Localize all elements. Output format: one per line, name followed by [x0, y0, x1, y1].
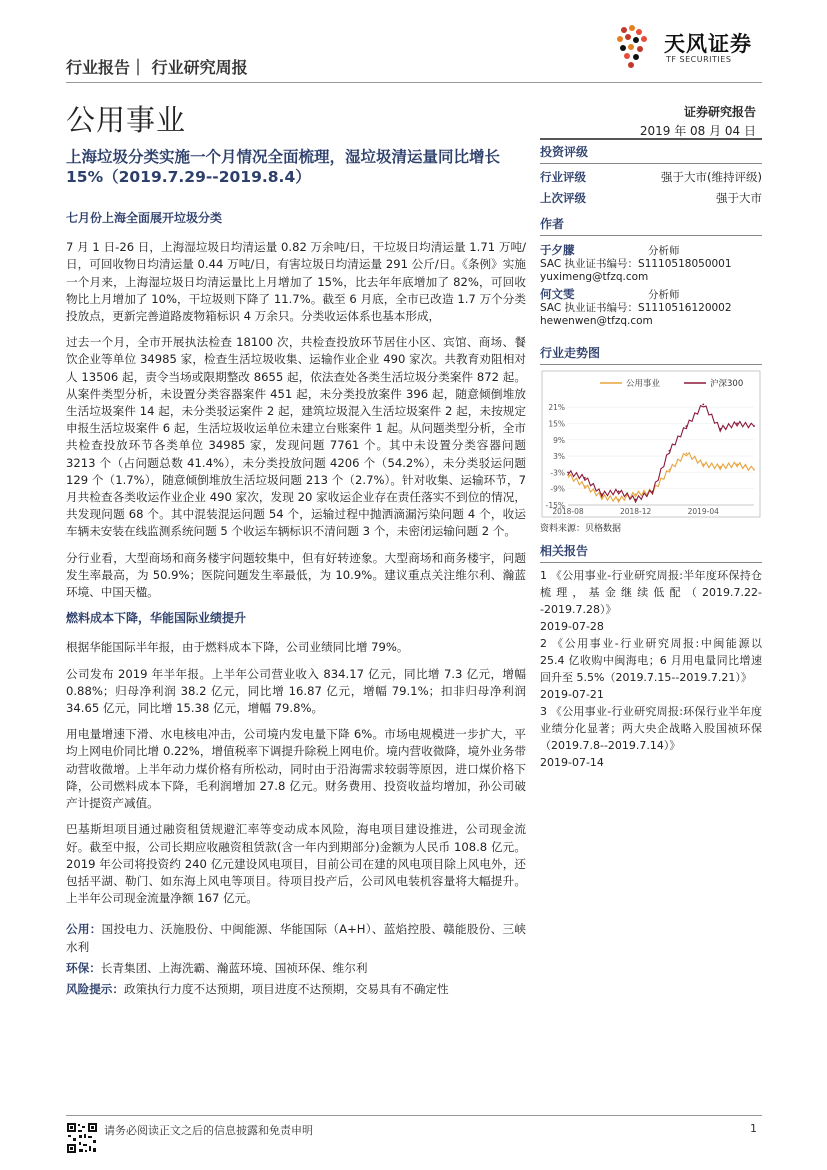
data-point	[719, 428, 721, 430]
related-date: 2019-07-14	[540, 756, 604, 769]
related-date: 2019-07-28	[540, 620, 604, 633]
disclaimer-link[interactable]: 请务必阅读正文之后的信息披露和免责申明	[104, 1124, 313, 1137]
data-point	[601, 493, 603, 495]
data-point	[669, 450, 671, 452]
y-tick-label: 9%	[553, 435, 565, 445]
related-item[interactable]: 3 《公用事业-行业研究周报:环保行业半年度业绩分化显著；两大央企战略入股国祯环保（2019.7.8--2019.7.14）》	[540, 705, 762, 752]
last-rating-label: 上次评级	[540, 191, 586, 205]
y-tick-label: -15%	[545, 501, 565, 510]
related-item[interactable]: 2 《公用事业-行业研究周报:中闽能源以 25.4 亿收购中闽海电；6 月用电量同比增速回升至 5.5%（2019.7.15--2019.7.21）》	[540, 637, 762, 684]
logo-text-cn: 天风证券	[664, 32, 752, 56]
trend-chart	[540, 369, 762, 519]
text: 国投电力、沃施股份、中闽能源、华能国际（A+H）、蓝焰控股、赣能股份、三峡水利	[66, 922, 526, 954]
data-point	[736, 423, 738, 425]
related-list	[540, 567, 762, 771]
trend-box	[540, 344, 762, 534]
paragraph: 用电量增速下滑、水电核电冲击，公司境内发电量下降 6%。市场电规模进一步扩大，平均上网电价同比增 0.22%，增值税率下调提升除税上网电价。境内营收微降，境外业务带动营收微增。上半年动力煤价格有所松动，同时由于沿海需求较弱等原因，进口煤价格下降，公司燃料成本下降，毛利润增加 27.8 亿元。财务费用、投资收益均增加，孙公司破产计提资产减值。	[66, 727, 526, 811]
text: 政策执行力度不达预期，项目进度不达预期，交易具有不确定性	[123, 981, 449, 996]
data-point	[736, 463, 738, 465]
x-tick-label: 2018-12	[619, 507, 652, 516]
x-tick-label: 2019-04	[687, 507, 719, 516]
data-point	[618, 491, 620, 493]
author-email[interactable]: hewenwen@tfzq.com	[540, 315, 653, 327]
author-cert: SAC 执业证书编号：S1110518050001	[540, 258, 732, 270]
page-number: 1	[750, 1122, 757, 1135]
series-line	[568, 406, 754, 502]
author-cert: SAC 执业证书编号：S1110516120002	[540, 302, 732, 314]
label: 风险提示：	[66, 981, 124, 996]
y-tick-label: 21%	[548, 403, 565, 413]
data-point	[719, 466, 721, 468]
data-point	[652, 491, 654, 493]
authors-title: 作者	[540, 215, 762, 236]
data-point	[702, 404, 704, 406]
report-type: 证券研究报告	[683, 105, 756, 119]
section-heading: 七月份上海全面展开垃圾分类	[66, 211, 223, 225]
related-box	[540, 542, 762, 771]
data-point	[635, 499, 637, 501]
y-tick-label: 3%	[553, 452, 565, 462]
x-tick-label: 2018-08	[552, 507, 584, 516]
header-divider	[66, 82, 762, 83]
paragraph: 7 月 1 日-26 日，上海湿垃圾日均清运量 0.82 万余吨/日，干垃圾日均清运量 1.71 万吨/日，可回收物日均清运量 0.44 万吨/日，有害垃圾日均清运量 291 公斤/日。《条例》实施一个月来，上海湿垃圾日均清运量比上月增加了 15%，比去年年底增加了 82%，可回收物比上月增加了 10%，干垃圾则下降了 11.7%。截至 6 月底，全市已改造 1.7 万个分类投放点，更新完善道路废物箱标识 4 万余只。分类收运体系也基本形成，	[66, 240, 526, 324]
industry-rating	[540, 169, 762, 185]
series-line	[568, 453, 754, 502]
author-name: 于夕朦	[540, 243, 575, 257]
author	[540, 244, 762, 284]
section-heading: 燃料成本下降，华能国际业绩提升	[66, 611, 247, 626]
author-role: 分析师	[648, 245, 680, 257]
legend-label: 沪深300	[710, 379, 744, 389]
authors-box	[540, 215, 762, 328]
rating-title: 投资评级	[540, 143, 762, 164]
rating-box	[540, 143, 762, 206]
recommendation-utilities	[66, 921, 526, 955]
data-point	[584, 485, 586, 487]
paragraph: 过去一个月，全市开展执法检查 18100 次，共检查投放环节居住小区、宾馆、商场、餐饮企业等单位 34985 家，检查生活垃圾收集、运输作业企业 490 家次。共教育劝阻相对人 13506 起，责令当场或限期整改 8655 起，依法查处各类生活垃圾分类案件 872 起。从案件类型分析，未设置分类容器案件 451 起，未分类投放案件 396 起，随意倾倒堆放生活垃圾案件 14 起，未分类驳运案件 2 起，建筑垃圾混入生活垃圾案件 2 起，未按规定申报生活垃圾案件 6 起，生活垃圾收运单位未建立台账案件 1 起。从问题类型分析，全市共检查投放环节各类单位 34985 家，发现问题 7761 个。其中未设置分类容器问题 3213 个（占问题总数 41.4%），未分类投放问题 4206 个（54.2%），未分类驳运问题 129 个（1.7%），随意倾倒堆放生活垃圾问题 213 个（2.7%）。针对收集、运输环节，7 月共检查各类收运作业企业 490 家次，发现 20 家收运企业存在责任落实不到位的情况，共发现问题 68 个。其中混装混运问题 54 个，运输过程中抛洒滴漏污染问题 4 个，收运车辆未安装在线监测系统问题 5 个收运车辆标识不清问题 3 个，未密闭运输问题 2 个。	[66, 335, 526, 539]
label: 公用：	[66, 922, 102, 937]
author-role: 分析师	[648, 289, 680, 301]
main-body	[66, 210, 526, 1002]
report-date: 2019 年 08 月 04 日	[639, 124, 756, 138]
text: 长青集团、上海洗霸、瀚蓝环境、国祯环保、维尔利	[100, 960, 368, 975]
data-point	[753, 425, 755, 427]
data-point	[618, 499, 620, 501]
data-point	[685, 452, 687, 454]
data-point	[635, 493, 637, 495]
data-point	[669, 469, 671, 471]
last-rating-value: 强于大市	[716, 191, 762, 205]
report-category: 行业报告｜ 行业研究周报	[66, 58, 248, 77]
right-column-rule	[540, 138, 762, 140]
data-point	[584, 477, 586, 479]
headline: 上海垃圾分类实施一个月情况全面梳理，湿垃圾清运量同比增长 15%（2019.7.29--2019.8.4）	[66, 148, 501, 186]
related-date: 2019-07-21	[540, 688, 604, 701]
industry-rating-value: 强于大市(维持评级)	[661, 170, 762, 184]
recommendation-environment	[66, 960, 526, 977]
paragraph: 巴基斯坦项目通过融资租赁规避汇率等变动成本风险，海电项目建设推进，公司现金流好。截至中报，公司长期应收融资租赁款(含一年内到期部分)金额为人民币 108.8 亿元。2019 年公司将投资约 240 亿元建设风电项目，目前公司在建的风电项目除上风电外，还包括平湖、勒门、如东海上风电等项目。待项目投产后，公司风电装机容量将大幅提升。上半年公司现金流量净额 167 亿元。	[66, 822, 526, 906]
industry-rating-label: 行业评级	[540, 170, 586, 184]
related-title: 相关报告	[540, 542, 762, 563]
risk-warning	[66, 981, 526, 998]
trend-title: 行业走势图	[540, 344, 762, 365]
author-name: 何文雯	[540, 287, 575, 301]
chart-frame	[542, 371, 760, 517]
related-item[interactable]: 1 《公用事业-行业研究周报:半年度环保持仓梳理，基金继续低配（2019.7.22--2019.7.28）》	[540, 569, 762, 616]
last-rating	[540, 190, 762, 206]
paragraph: 公司发布 2019 年半年报。上半年公司营业收入 834.17 亿元，同比增 7.3 亿元，增幅 0.88%；归母净利润 38.2 亿元，同比增 16.87 亿元，增幅 79.1%；扣非归母净利润 34.65 亿元，同比增 15.38 亿元，增幅 79.8%。	[66, 666, 526, 716]
label: 环保：	[66, 960, 101, 975]
author-email[interactable]: yuximeng@tfzq.com	[540, 271, 649, 283]
y-tick-label: -3%	[550, 468, 565, 478]
chart-source: 资料来源：贝格数据	[540, 524, 622, 534]
qr-code-icon[interactable]	[66, 1122, 98, 1154]
data-point	[567, 471, 569, 473]
sector-title: 公用事业	[66, 103, 187, 137]
data-point	[685, 425, 687, 427]
paragraph: 根据华能国际半年报，由于燃料成本下降，公司业绩同比增 79%。	[66, 640, 409, 655]
legend-label: 公用事业	[626, 379, 661, 389]
y-tick-label: 15%	[548, 419, 565, 429]
paragraph: 分行业看，大型商场和商务楼宇问题较集中，但有好转迹象。大型商场和商务楼宇，问题发生率最高，为 50.9%；医院问题发生率最低，为 10.9%。建议重点关注维尔利、瀚蓝环境、中国天楹。	[66, 550, 526, 600]
logo-text-en: TF SECURITIES	[666, 55, 732, 64]
data-point	[753, 469, 755, 471]
footer-divider	[66, 1115, 762, 1116]
recommendations	[66, 921, 526, 998]
data-point	[702, 463, 704, 465]
author	[540, 288, 762, 328]
y-tick-label: -9%	[550, 484, 565, 494]
